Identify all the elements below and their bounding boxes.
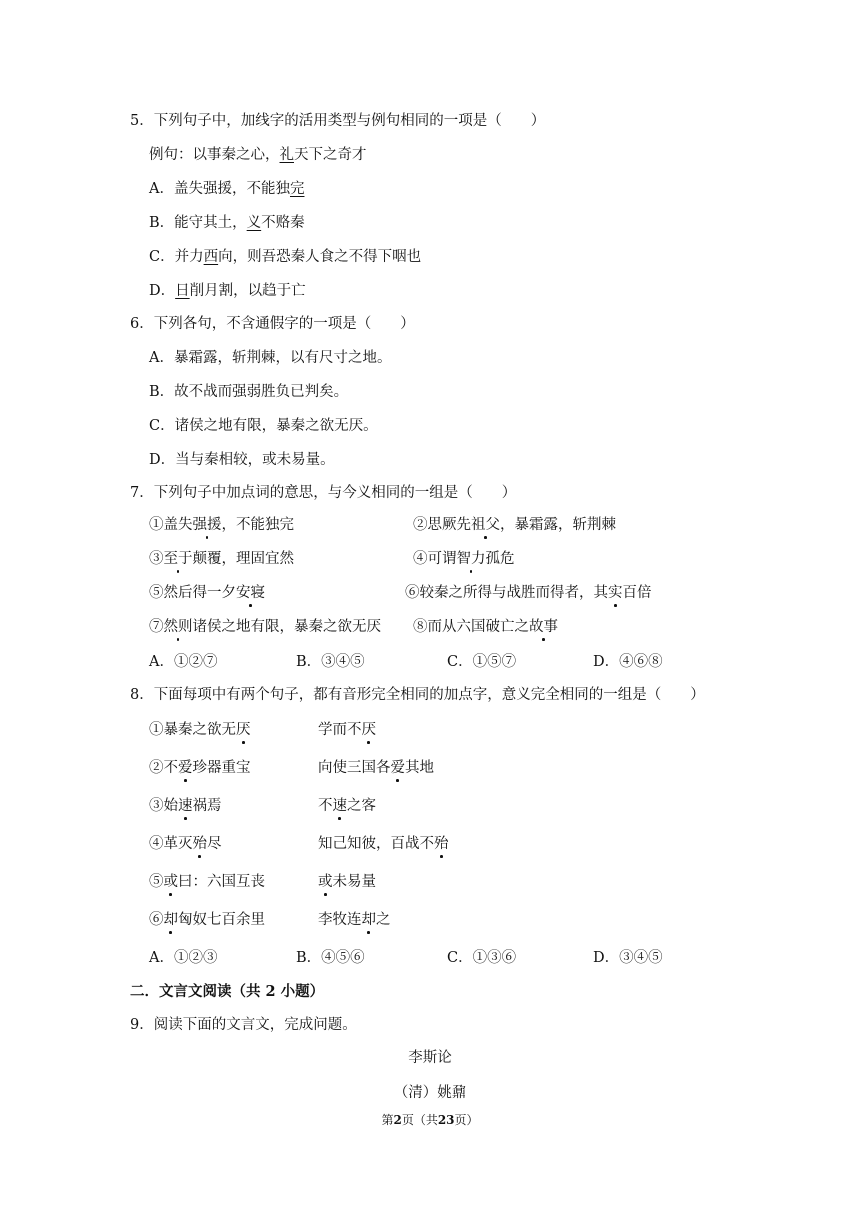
q6-option-a[interactable]: A．暴霜露，斩荆棘，以有尺寸之地。 — [149, 350, 392, 366]
q7-item-6: ⑥较秦之所得与战胜而得者，其实百倍 — [405, 585, 652, 601]
q5-option-d[interactable]: D．日削月割，以趋于亡 — [149, 283, 306, 299]
q7-choice-c[interactable]: C．①⑤⑦ — [447, 654, 517, 670]
passage-author: （清）姚鼐 — [393, 1085, 467, 1101]
q8-row-2-right: 向使三国各爱其地 — [318, 760, 434, 776]
q8-row-2-left: ②不爱珍器重宝 — [149, 760, 251, 776]
q7-choice-d[interactable]: D．④⑥⑧ — [593, 654, 663, 670]
q5-example: 例句：以事秦之心，礼天下之奇才 — [149, 147, 367, 163]
q5-option-b[interactable]: B．能守其土，义不赂秦 — [149, 215, 305, 231]
q7-item-2: ②思厥先祖父，暴霜露，斩荆棘 — [413, 517, 616, 533]
q8-row-1-left: ①暴秦之欲无厌 — [149, 722, 251, 738]
q6-option-c[interactable]: C．诸侯之地有限，暴秦之欲无厌。 — [149, 418, 378, 434]
page-footer: 第2页（共23页） — [381, 1113, 479, 1127]
q7-item-1: ①盖失强援，不能独完 — [149, 517, 294, 533]
q8-choice-d[interactable]: D．③④⑤ — [593, 950, 663, 966]
q7-item-3: ③至于颠覆，理固宜然 — [149, 551, 294, 567]
q6-option-b[interactable]: B．故不战而强弱胜负已判矣。 — [149, 384, 349, 400]
q7-item-5: ⑤然后得一夕安寝 — [149, 585, 265, 601]
q7-choice-a[interactable]: A．①②⑦ — [149, 654, 218, 670]
q8-row-1-right: 学而不厌 — [318, 722, 376, 738]
q9-stem: 9．阅读下面的文言文，完成问题。 — [130, 1017, 357, 1033]
q5-option-a[interactable]: A．盖失强援，不能独完 — [149, 181, 305, 197]
q5-option-c[interactable]: C．并力西向，则吾恐秦人食之不得下咽也 — [149, 249, 422, 265]
q7-stem: 7．下列句子中加点词的意思，与今义相同的一组是（ ） — [130, 485, 517, 501]
q8-choice-b[interactable]: B．④⑤⑥ — [296, 950, 365, 966]
q5-stem: 5．下列句子中，加线字的活用类型与例句相同的一项是（ ） — [130, 113, 546, 129]
q7-choice-b[interactable]: B．③④⑤ — [296, 654, 365, 670]
q8-choice-c[interactable]: C．①③⑥ — [447, 950, 517, 966]
q6-option-d[interactable]: D．当与秦相较，或未易量。 — [149, 452, 335, 468]
q7-item-4: ④可谓智力孤危 — [413, 551, 515, 567]
q8-row-4-left: ④革灭殆尽 — [149, 836, 222, 852]
section-heading: 二．文言文阅读（共 2 小题） — [130, 983, 325, 1000]
q8-row-5-right: 或未易量 — [318, 874, 376, 890]
q8-row-4-right: 知己知彼，百战不殆 — [318, 836, 449, 852]
q6-stem: 6．下列各句，不含通假字的一项是（ ） — [130, 316, 415, 332]
q8-stem: 8．下面每项中有两个句子，都有音形完全相同的加点字，意义完全相同的一组是（ ） — [130, 687, 705, 703]
passage-title: 李斯论 — [408, 1050, 452, 1066]
q8-row-3-right: 不速之客 — [318, 798, 376, 814]
q7-item-8: ⑧而从六国破亡之故事 — [413, 619, 558, 635]
q8-row-5-left: ⑤或曰：六国互丧 — [149, 874, 265, 890]
q8-row-3-left: ③始速祸焉 — [149, 798, 222, 814]
q8-choice-a[interactable]: A．①②③ — [149, 950, 218, 966]
q8-row-6-right: 李牧连却之 — [318, 912, 391, 928]
q7-item-7: ⑦然则诸侯之地有限，暴秦之欲无厌 — [149, 619, 381, 635]
q8-row-6-left: ⑥却匈奴七百余里 — [149, 912, 265, 928]
